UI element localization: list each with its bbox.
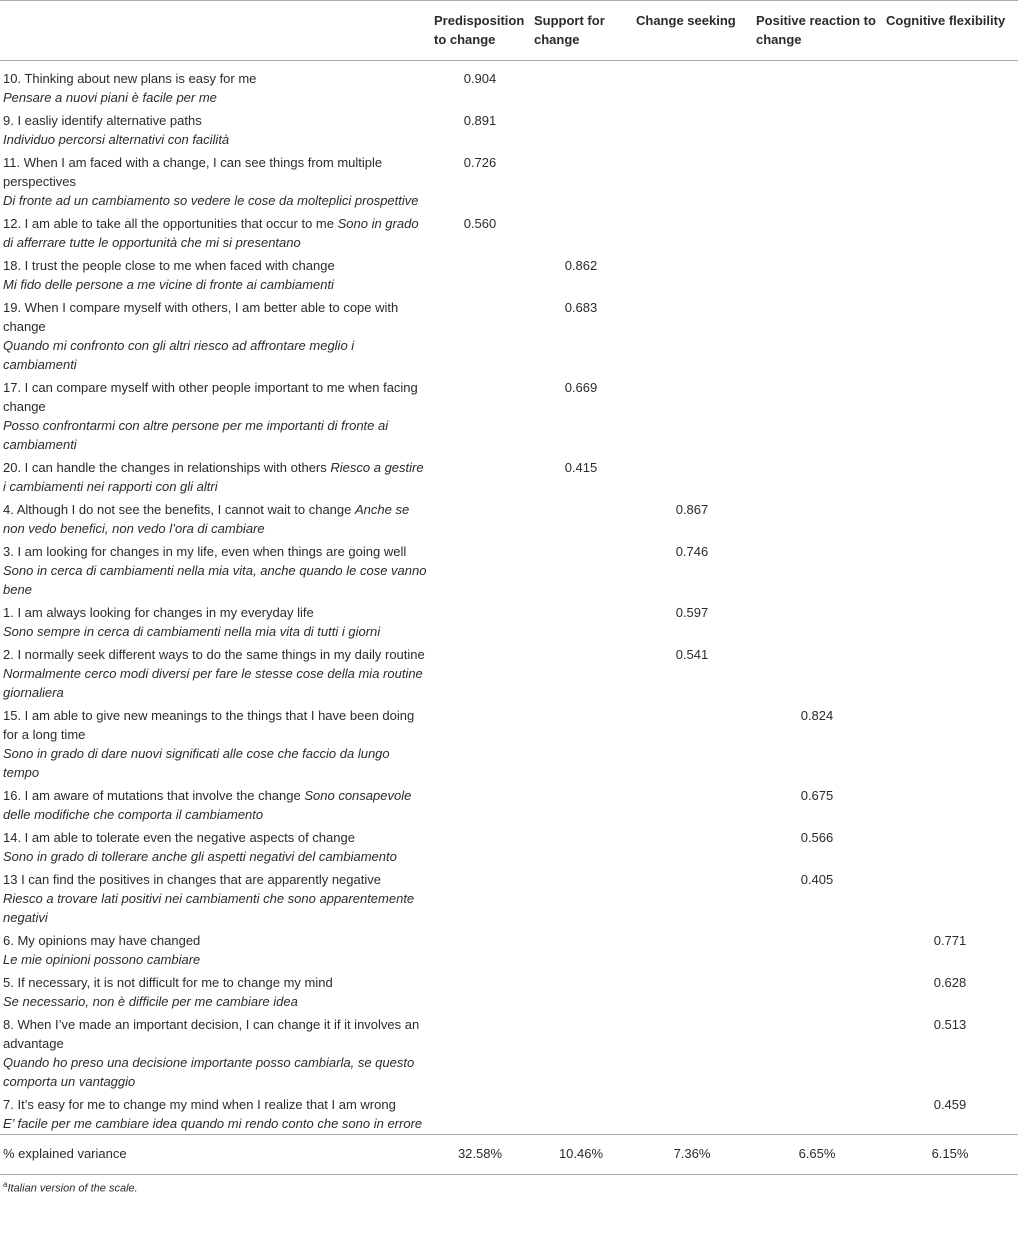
empty-cell <box>752 970 882 1012</box>
loading-value: 0.726 <box>463 155 497 170</box>
item-cell <box>0 150 430 211</box>
empty-cell <box>530 150 632 211</box>
empty-cell <box>882 211 1018 253</box>
empty-cell <box>752 539 882 600</box>
empty-cell <box>632 66 752 108</box>
item-cell <box>0 539 430 600</box>
loading-value: 0.415 <box>564 460 598 475</box>
item-english-text: 2. I normally seek different ways to do the same things in my daily routine <box>3 647 425 662</box>
variance-cognitive-flexibility: 6.15% <box>882 1135 1018 1175</box>
empty-cell <box>632 970 752 1012</box>
empty-cell <box>530 539 632 600</box>
loading-value: 0.771 <box>933 933 967 948</box>
empty-cell <box>530 825 632 867</box>
empty-cell <box>882 150 1018 211</box>
item-cell <box>0 703 430 783</box>
empty-cell <box>752 1092 882 1135</box>
item-cell <box>0 295 430 375</box>
empty-cell <box>882 703 1018 783</box>
loading-value: 0.513 <box>933 1017 967 1032</box>
item-italian-text: Sono in grado di dare nuovi significati alle cose che faccio da lungo tempo <box>3 746 390 780</box>
item-cell <box>0 1092 430 1135</box>
empty-cell <box>530 867 632 928</box>
header-item <box>0 1 430 61</box>
item-english-text: 15. I am able to give new meanings to the things that I have been doing for a long time <box>3 708 415 742</box>
empty-cell <box>430 825 530 867</box>
loading-value: 0.560 <box>463 216 497 231</box>
empty-cell <box>530 928 632 970</box>
empty-cell <box>752 150 882 211</box>
empty-cell <box>632 295 752 375</box>
table-row <box>0 66 1018 108</box>
empty-cell <box>430 867 530 928</box>
table-row <box>0 642 1018 703</box>
empty-cell <box>530 1092 632 1135</box>
item-english-text: 9. I easliy identify alternative paths <box>3 113 202 128</box>
header-predisposition: Predisposition to change <box>430 1 530 61</box>
loading-value: 0.891 <box>463 113 497 128</box>
item-italian-text: Anche se non vedo benefici, non vedo l’ora di cambiare <box>3 502 410 536</box>
empty-cell <box>430 539 530 600</box>
item-italian-text: E’ facile per me cambiare idea quando mi rendo conto che sono in errore <box>3 1116 423 1131</box>
empty-cell <box>752 928 882 970</box>
item-cell <box>0 211 430 253</box>
empty-cell <box>530 108 632 150</box>
table-row <box>0 375 1018 455</box>
empty-cell <box>632 211 752 253</box>
empty-cell <box>882 295 1018 375</box>
table-row <box>0 1092 1018 1135</box>
item-italian-text: Sono in grado di afferrare tutte le opportunità che mi si presentano <box>3 216 419 250</box>
empty-cell <box>882 497 1018 539</box>
header-positive-reaction: Positive reaction to change <box>752 1 882 61</box>
empty-cell <box>530 970 632 1012</box>
empty-cell <box>430 642 530 703</box>
empty-cell <box>882 867 1018 928</box>
loading-value: 0.904 <box>463 71 497 86</box>
table-row <box>0 825 1018 867</box>
empty-cell <box>530 1012 632 1092</box>
empty-cell <box>752 66 882 108</box>
empty-cell <box>632 928 752 970</box>
empty-cell <box>430 970 530 1012</box>
item-italian-text: Sono consapevole delle modifiche che comporta il cambiamento <box>3 788 412 822</box>
empty-cell <box>632 253 752 295</box>
table-body <box>0 61 1018 1135</box>
variance-label: % explained variance <box>0 1135 430 1175</box>
item-cell <box>0 497 430 539</box>
item-cell <box>0 455 430 497</box>
loading-value: 0.675 <box>800 788 834 803</box>
empty-cell <box>632 150 752 211</box>
item-english-text: 14. I am able to tolerate even the negative aspects of change <box>3 830 355 845</box>
item-cell <box>0 108 430 150</box>
item-italian-text: Sono sempre in cerca di cambiamenti nella mia vita di tutti i giorni <box>3 624 381 639</box>
empty-cell <box>430 1092 530 1135</box>
empty-cell <box>430 1012 530 1092</box>
empty-cell <box>752 375 882 455</box>
item-cell <box>0 375 430 455</box>
empty-cell <box>752 211 882 253</box>
variance-positive-reaction: 6.65% <box>752 1135 882 1175</box>
loading-value: 0.628 <box>933 975 967 990</box>
empty-cell <box>882 825 1018 867</box>
empty-cell <box>632 375 752 455</box>
empty-cell <box>430 455 530 497</box>
empty-cell <box>882 253 1018 295</box>
loading-value: 0.541 <box>675 647 709 662</box>
item-english-text: 20. I can handle the changes in relationships with others <box>3 460 327 475</box>
item-cell <box>0 1012 430 1092</box>
table-row <box>0 455 1018 497</box>
empty-cell <box>882 642 1018 703</box>
empty-cell <box>632 703 752 783</box>
table-row <box>0 1012 1018 1092</box>
variance-body <box>0 1135 1018 1175</box>
empty-cell <box>430 703 530 783</box>
item-cell <box>0 783 430 825</box>
empty-cell <box>530 211 632 253</box>
table-row <box>0 295 1018 375</box>
empty-cell <box>632 108 752 150</box>
variance-row <box>0 1135 1018 1175</box>
empty-cell <box>530 783 632 825</box>
item-english-text: 4. Although I do not see the benefits, I cannot wait to change <box>3 502 352 517</box>
table-row <box>0 497 1018 539</box>
item-english-text: 17. I can compare myself with other people important to me when facing change <box>3 380 418 414</box>
loading-value: 0.459 <box>933 1097 967 1112</box>
empty-cell <box>430 295 530 375</box>
item-english-text: 5. If necessary, it is not difficult for me to change my mind <box>3 975 333 990</box>
variance-predisposition: 32.58% <box>430 1135 530 1175</box>
variance-support: 10.46% <box>530 1135 632 1175</box>
item-italian-text: Pensare a nuovi piani è facile per me <box>3 90 217 105</box>
item-english-text: 1. I am always looking for changes in my everyday life <box>3 605 314 620</box>
empty-cell <box>752 642 882 703</box>
item-italian-text: Mi fido delle persone a me vicine di fronte ai cambiamenti <box>3 277 334 292</box>
item-cell <box>0 928 430 970</box>
item-english-text: 11. When I am faced with a change, I can see things from multiple perspectives <box>3 155 383 189</box>
table-row <box>0 539 1018 600</box>
table-footnote <box>0 1175 1018 1196</box>
item-english-text: 19. When I compare myself with others, I am better able to cope with change <box>3 300 399 334</box>
item-cell <box>0 642 430 703</box>
loading-value: 0.867 <box>675 502 709 517</box>
table-row <box>0 867 1018 928</box>
item-english-text: 12. I am able to take all the opportunities that occur to me <box>3 216 334 231</box>
empty-cell <box>530 600 632 642</box>
empty-cell <box>882 66 1018 108</box>
empty-cell <box>632 455 752 497</box>
empty-cell <box>530 66 632 108</box>
item-italian-text: Riesco a trovare lati positivi nei cambiamenti che sono apparentemente negativi <box>3 891 415 925</box>
empty-cell <box>882 375 1018 455</box>
item-italian-text: Posso confrontarmi con altre persone per me importanti di fronte ai cambiamenti <box>3 418 389 452</box>
empty-cell <box>752 295 882 375</box>
empty-cell <box>430 253 530 295</box>
table-row <box>0 108 1018 150</box>
table-row <box>0 783 1018 825</box>
empty-cell <box>752 497 882 539</box>
header-row <box>0 1 1018 61</box>
item-english-text: 13 I can find the positives in changes that are apparently negative <box>3 872 381 887</box>
item-cell <box>0 253 430 295</box>
item-italian-text: Se necessario, non è difficile per me cambiare idea <box>3 994 298 1009</box>
item-cell <box>0 970 430 1012</box>
item-italian-text: Riesco a gestire i cambiamenti nei rapporti con gli altri <box>3 460 424 494</box>
empty-cell <box>752 253 882 295</box>
item-cell <box>0 600 430 642</box>
item-english-text: 6. My opinions may have changed <box>3 933 201 948</box>
loading-value: 0.566 <box>800 830 834 845</box>
empty-cell <box>632 825 752 867</box>
empty-cell <box>882 783 1018 825</box>
empty-cell <box>530 703 632 783</box>
item-italian-text: Le mie opinioni possono cambiare <box>3 952 201 967</box>
header-change-seeking: Change seeking <box>632 1 752 61</box>
item-italian-text: Sono in cerca di cambiamenti nella mia vita, anche quando le cose vanno bene <box>3 563 427 597</box>
empty-cell <box>752 1012 882 1092</box>
item-italian-text: Individuo percorsi alternativi con facilità <box>3 132 230 147</box>
empty-cell <box>530 642 632 703</box>
item-english-text: 8. When I’ve made an important decision, I can change it if it involves an advantage <box>3 1017 420 1051</box>
item-italian-text: Normalmente cerco modi diversi per fare le stesse cose della mia routine giornaliera <box>3 666 423 700</box>
item-cell <box>0 66 430 108</box>
table-row <box>0 600 1018 642</box>
empty-cell <box>752 455 882 497</box>
table-row <box>0 150 1018 211</box>
item-english-text: 7. It’s easy for me to change my mind when I realize that I am wrong <box>3 1097 396 1112</box>
table-row <box>0 928 1018 970</box>
header-support: Support for change <box>530 1 632 61</box>
table-row <box>0 253 1018 295</box>
item-italian-text: Quando ho preso una decisione importante posso cambiarla, se questo comporta un vantaggio <box>3 1055 415 1089</box>
empty-cell <box>752 108 882 150</box>
empty-cell <box>752 600 882 642</box>
empty-cell <box>430 497 530 539</box>
empty-cell <box>530 497 632 539</box>
loading-value: 0.746 <box>675 544 709 559</box>
table-row <box>0 970 1018 1012</box>
loading-value: 0.597 <box>675 605 709 620</box>
empty-cell <box>632 783 752 825</box>
footnote-text: Italian version of the scale. <box>7 1182 138 1195</box>
header-cognitive-flexibility: Cognitive flexibility <box>882 1 1018 61</box>
empty-cell <box>430 928 530 970</box>
item-italian-text: Quando mi confronto con gli altri riesco ad affrontare meglio i cambiamenti <box>3 338 355 372</box>
item-english-text: 3. I am looking for changes in my life, even when things are going well <box>3 544 407 559</box>
footnote-marker: a <box>3 1180 8 1189</box>
empty-cell <box>882 600 1018 642</box>
empty-cell <box>882 108 1018 150</box>
item-english-text: 10. Thinking about new plans is easy for me <box>3 71 257 86</box>
empty-cell <box>430 600 530 642</box>
item-italian-text: Sono in grado di tollerare anche gli aspetti negativi del cambiamento <box>3 849 397 864</box>
table-row <box>0 703 1018 783</box>
empty-cell <box>882 455 1018 497</box>
loading-value: 0.824 <box>800 708 834 723</box>
item-english-text: 16. I am aware of mutations that involve the change <box>3 788 301 803</box>
item-cell <box>0 825 430 867</box>
empty-cell <box>632 867 752 928</box>
empty-cell <box>632 1012 752 1092</box>
empty-cell <box>430 375 530 455</box>
table-row <box>0 211 1018 253</box>
empty-cell <box>632 1092 752 1135</box>
item-english-text: 18. I trust the people close to me when faced with change <box>3 258 335 273</box>
loading-value: 0.405 <box>800 872 834 887</box>
loading-value: 0.683 <box>564 300 598 315</box>
empty-cell <box>430 783 530 825</box>
item-italian-text: Di fronte ad un cambiamento so vedere le cose da molteplici prospettive <box>3 193 419 208</box>
loading-value: 0.669 <box>564 380 598 395</box>
variance-change-seeking: 7.36% <box>632 1135 752 1175</box>
item-cell <box>0 867 430 928</box>
loading-value: 0.862 <box>564 258 598 273</box>
empty-cell <box>882 539 1018 600</box>
